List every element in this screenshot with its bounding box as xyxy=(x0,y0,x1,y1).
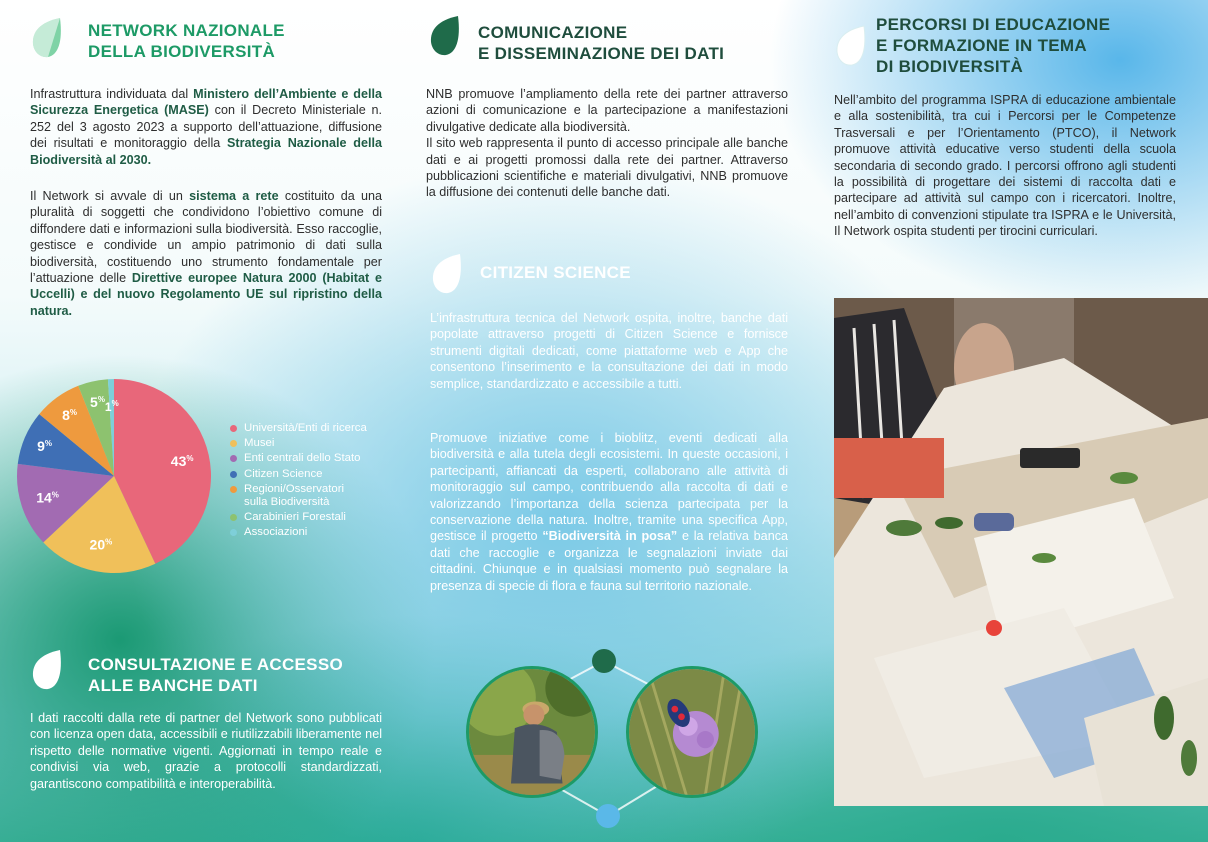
pie-label-2: 14% xyxy=(36,489,59,506)
citizen-science-paragraph-2 xyxy=(430,430,788,594)
p2-network-system: sistema a rete xyxy=(189,189,279,203)
comunicazione-p1: NNB promuove l’ampliamento della rete dei partner attraverso azioni di comunicazione e la partecipazione a manifestazioni divulgative dedicate alla biodiversità. xyxy=(426,87,788,134)
legend-item xyxy=(228,511,378,524)
p1-text-a: Infrastruttura individuata dal xyxy=(30,87,194,101)
comunicazione-title xyxy=(478,22,724,64)
p1-strategy: Strategia Nazionale della Biodiversità al 2030. xyxy=(30,136,382,167)
citizen-science-paragraph-1: L’infrastruttura tecnica del Network ospita, inoltre, banche dati popolate attraverso progetti di Citizen Science e fornisce strumenti digitali dedicati, come piattaforme web e App che consentono l’inserimento e la consultazione dei dati in modo semplice, standardizzato e accessibile a tutti. xyxy=(430,311,788,391)
legend-label: Enti centrali dello Stato xyxy=(244,452,361,465)
comunicazione-title-line1: COMUNICAZIONE xyxy=(478,23,628,42)
hiker-photo xyxy=(466,666,598,798)
legend-dot xyxy=(230,471,237,478)
legend-label: Regioni/Osservatori sulla Biodiversità xyxy=(244,482,345,509)
consultazione-title xyxy=(88,654,343,696)
percorsi-title xyxy=(876,14,1110,77)
percorsi-paragraph: Nell’ambito del programma ISPRA di educazione ambientale e alla sostenibilità, tra cui i Percorsi per le Competenze Trasversali e per l’Orientamento (PTCO), il Network promuove attività educative verso studenti della scuola secondaria di secondo grado. I percorsi offrono agli studenti la possibilità di progettare dei sistemi di raccolta dati e partecipare ad attività sul campo con i ricercatori. Inoltre, nell’ambito di convenzioni stipulate tra ISPRA e le Università, Il Network ospita studenti per tirocini curriculari. xyxy=(834,93,1176,239)
legend-item xyxy=(228,422,378,435)
pie-label-4: 8% xyxy=(62,406,77,423)
pie-label-5: 5% xyxy=(90,394,105,411)
legend-item xyxy=(228,483,378,509)
percorsi-title-line2: E FORMAZIONE IN TEMA xyxy=(876,36,1087,55)
connector-dot-bottom xyxy=(596,804,620,828)
consultazione-title-line2: ALLE BANCHE DATI xyxy=(88,676,258,695)
pie-label-0: 43% xyxy=(170,452,194,469)
classroom-photo xyxy=(834,298,1208,806)
p2-text-c: costituito da una pluralità di soggetti che condividono l’obiettivo comune di diffondere dati e informazioni sulla biodiversità. Esso raccoglie, gestisce e condivide un ampio patrimonio di dati sulla biodiversità, costituendo uno strumento fondamentale per l’attuazione delle xyxy=(30,189,382,286)
p1-ministry: Ministero dell’Ambiente e della Sicurezza Energetica (MASE) xyxy=(30,87,382,118)
legend-item xyxy=(228,526,378,539)
p2-directives: Direttive europee Natura 2000 (Habitat e Uccelli) e del nuovo Regolamento UE sul ripristino della natura. xyxy=(30,271,382,318)
leaf-icon xyxy=(430,252,464,296)
partners-pie-chart xyxy=(14,376,214,576)
legend-dot xyxy=(230,455,237,462)
comunicazione-paragraph xyxy=(426,86,788,201)
consultazione-paragraph: I dati raccolti dalla rete di partner del Network sono pubblicati con licenza open data, accessibili e riutilizzabili liberamente nel rispetto delle normative vigenti. Aggiornati in tempo reale e condivisi via web, grazie a protocolli standardizzati, garantiscono compatibilità e interoperabilità. xyxy=(30,711,382,791)
network-title xyxy=(88,20,285,62)
comunicazione-title-line2: E DISSEMINAZIONE DEI DATI xyxy=(478,44,725,63)
leaf-icon xyxy=(30,648,64,692)
pie-legend xyxy=(228,422,378,542)
legend-dot xyxy=(230,486,237,493)
cs-biodiversita-in-posa: “Biodiversità in posa” xyxy=(542,529,678,544)
percorsi-title-line1: PERCORSI DI EDUCAZIONE xyxy=(876,15,1111,34)
moth-on-flower-photo xyxy=(626,666,758,798)
citizen-science-title: CITIZEN SCIENCE xyxy=(480,263,631,282)
network-title-line2: DELLA BIODIVERSITÀ xyxy=(88,42,276,61)
leaf-icon xyxy=(30,16,64,60)
legend-label: Musei xyxy=(244,437,275,450)
cs-p2-text-a: Promuove iniziative come i bioblitz, eventi dedicati alla biodiversità e alla tutela degli ecosistemi. In queste occasioni, i partecipanti, affiancati da esperti, collaborano alle attività di monitoraggio sul campo, contribuendo alla raccolta di dati e valorizzando l’importanza della scienza partecipata per la conservazione della natura. Inoltre, tramite una specifica App, gestisce il progetto xyxy=(430,431,788,544)
leaf-icon xyxy=(428,14,462,58)
network-paragraph-2 xyxy=(30,188,382,319)
legend-label: Associazioni xyxy=(244,526,308,539)
legend-label: Citizen Science xyxy=(244,467,323,480)
pie-label-1: 20% xyxy=(89,536,113,553)
legend-item xyxy=(228,468,378,481)
pie-label-3: 9% xyxy=(37,437,53,454)
leaf-icon xyxy=(834,24,868,68)
legend-item xyxy=(228,452,378,465)
network-title-line1: NETWORK NAZIONALE xyxy=(88,21,285,40)
legend-dot xyxy=(230,425,237,432)
legend-dot xyxy=(230,440,237,447)
network-paragraph-1 xyxy=(30,86,382,168)
p2-text-a: Il Network si avvale di un xyxy=(30,189,190,203)
legend-label: Carabinieri Forestali xyxy=(244,511,346,524)
percorsi-title-line3: DI BIODIVERSITÀ xyxy=(876,57,1024,76)
comunicazione-p2: Il sito web rappresenta il punto di accesso principale alle banche dati e ai progetti promossi dalla rete dei partner. Attraverso pubblicazioni scientifiche e materiali divulgativi, NNB promuove la diffusione dei contenuti delle banche dati. xyxy=(426,136,788,200)
connector-dot-top xyxy=(592,649,616,673)
p1-text-c: con il Decreto Ministeriale n. 252 del 3 agosto 2023 a supporto dell’attuazione, diffusione dei risultati e monitoraggio della xyxy=(30,103,383,151)
legend-item xyxy=(228,437,378,450)
cs-p2-text-c: e la relativa banca dati che raccoglie e organizza le segnalazioni inviate dai cittadini. Chiunque e in qualsiasi momento può segnalare la presenza di specie di flora e fauna sul territorio nazionale. xyxy=(430,529,788,593)
legend-dot xyxy=(230,529,237,536)
consultazione-title-line1: CONSULTAZIONE E ACCESSO xyxy=(88,655,343,674)
legend-dot xyxy=(230,514,237,521)
pie-label-6: 1% xyxy=(104,399,119,415)
legend-label: Università/Enti di ricerca xyxy=(244,422,367,434)
